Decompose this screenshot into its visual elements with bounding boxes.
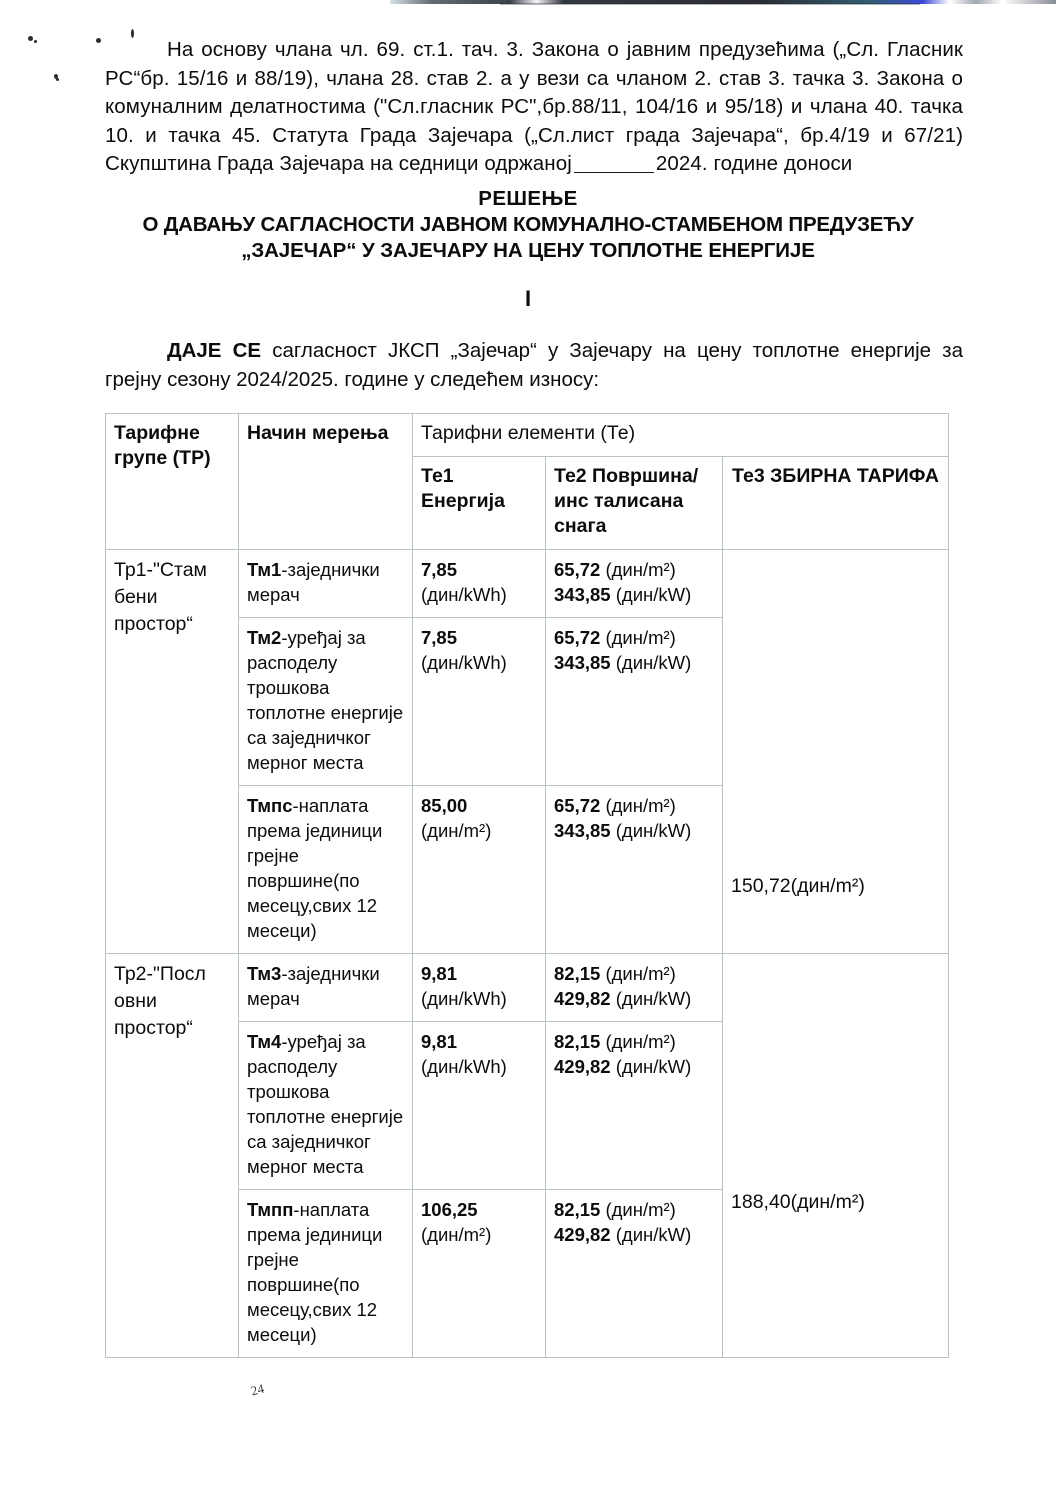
cell-te1 xyxy=(413,1190,546,1358)
cell-te2 xyxy=(546,550,723,618)
header-cell-tariff-groups xyxy=(106,414,239,550)
cell-measurement-method xyxy=(239,786,413,954)
measurement-code: Тм4 xyxy=(247,1031,282,1052)
header-label-te1: Те1 Енергија xyxy=(421,465,505,512)
preamble-tail-text: 2024. године доноси xyxy=(655,152,853,175)
scan-speck xyxy=(96,38,101,43)
header-label-measurement-method: Начин мерења xyxy=(247,422,389,444)
document-title xyxy=(0,186,1056,264)
cell-te1 xyxy=(413,1022,546,1190)
header-label-te2: Те2 Површина/инс талисана снага xyxy=(554,465,699,537)
header-cell-te2 xyxy=(546,457,723,550)
te1-unit: (дин/kWh) xyxy=(421,584,507,605)
cell-te1 xyxy=(413,786,546,954)
te2-power-unit: (дин/kW) xyxy=(615,584,692,605)
measurement-code: Тм1 xyxy=(247,559,282,580)
cell-measurement-method xyxy=(239,1190,413,1358)
cell-te2 xyxy=(546,1190,723,1358)
measurement-description: -наплата према јединици грејне површине(по месецу,свих 12 месеци) xyxy=(247,795,383,941)
te2-area-unit: (дин/m²) xyxy=(605,1031,676,1052)
cell-te1 xyxy=(413,618,546,786)
te1-value: 9,81 xyxy=(421,1031,458,1052)
te2-power-unit: (дин/kW) xyxy=(615,1224,692,1245)
te2-area-value: 82,15 xyxy=(554,963,601,984)
cell-tariff-group: Тр1-"Стам бени простор“ xyxy=(106,550,239,954)
te3-total-value: 188,40(дин/m²) xyxy=(731,1191,865,1213)
intro-text: сагласност ЈКСП „Зајечар“ у Зајечару на цену топлотне енергије за грејну сезону 2024/2025. године у следећем износу: xyxy=(105,339,963,391)
cell-te2 xyxy=(546,1022,723,1190)
title-line-1: РЕШЕЊЕ xyxy=(478,187,578,210)
te2-power-unit: (дин/kW) xyxy=(615,652,692,673)
te2-area-value: 82,15 xyxy=(554,1031,601,1052)
header-cell-te1 xyxy=(413,457,546,550)
section-numeral: I xyxy=(524,286,532,311)
te2-area-unit: (дин/m²) xyxy=(605,559,676,580)
header-cell-te3 xyxy=(723,457,949,550)
te1-unit: (дин/kWh) xyxy=(421,988,507,1009)
te2-power-value: 429,82 xyxy=(554,988,611,1009)
cell-te3-total xyxy=(723,954,949,1358)
te1-value: 9,81 xyxy=(421,963,458,984)
te1-unit: (дин/m²) xyxy=(421,1224,492,1245)
scan-speck xyxy=(34,40,37,43)
preamble-text: На основу члана чл. 69. ст.1. тач. 3. Закона о јавним предузећима („Сл. Гласник РС“бр. 15/16 и 88/19), члана 28. став 2. а у вези са чланом 2. став 3. тачка 3. Закона о комуналним делатностима ("Сл.гласник РС",бр.88/11, 104/16 и 95/18) и члана 40. тачка 10. и тачка 45. Статута Града Зајечара („Сл.лист града Зајечара“, бр.4/19 и 67/21) Скупштина Града Зајечара на седници одржаној xyxy=(105,38,963,175)
te2-power-unit: (дин/kW) xyxy=(615,1056,692,1077)
te1-value: 7,85 xyxy=(421,559,458,580)
header-label-te3: Те3 ЗБИРНА ТАРИФА xyxy=(732,465,939,487)
te1-value: 7,85 xyxy=(421,627,458,648)
preamble-paragraph xyxy=(105,36,963,179)
te1-value: 85,00 xyxy=(421,795,468,816)
measurement-description: -заједнички мерач xyxy=(247,963,380,1009)
intro-emphasis: ДАЈЕ СЕ xyxy=(167,339,262,362)
te2-power-value: 343,85 xyxy=(554,652,611,673)
te2-area-value: 82,15 xyxy=(554,1199,601,1220)
title-line-3: „ЗАЈЕЧАР“ У ЗАЈЕЧАРУ НА ЦЕНУ ТОПЛОТНЕ ЕНЕРГИЈЕ xyxy=(241,239,815,262)
intro-paragraph xyxy=(105,336,963,394)
te1-unit: (дин/m²) xyxy=(421,820,492,841)
te2-area-unit: (дин/m²) xyxy=(605,1199,676,1220)
cell-measurement-method xyxy=(239,954,413,1022)
cell-tariff-group: Тр2-"Посл овни простор“ xyxy=(106,954,239,1358)
te2-area-value: 65,72 xyxy=(554,559,601,580)
cell-te1 xyxy=(413,954,546,1022)
te2-power-value: 429,82 xyxy=(554,1056,611,1077)
measurement-code: Тмпс xyxy=(247,795,293,816)
scan-artifact-top-bar-secondary xyxy=(500,3,920,5)
tariff-table xyxy=(105,413,949,1358)
te2-power-value: 343,85 xyxy=(554,820,611,841)
title-line-2: О ДАВАЊУ САГЛАСНОСТИ ЈАВНОМ КОМУНАЛНО-СТАМБЕНОМ ПРЕДУЗЕЋУ xyxy=(142,213,914,236)
measurement-code: Тм2 xyxy=(247,627,282,648)
table-header-row-top xyxy=(106,414,949,457)
te1-value: 106,25 xyxy=(421,1199,478,1220)
table-row xyxy=(106,954,949,1022)
te2-area-value: 65,72 xyxy=(554,795,601,816)
measurement-description: -уређај за расподелу трошкова топлотне енергије са заједничког мерног места xyxy=(247,1031,404,1177)
header-cell-tariff-elements: Тарифни елементи (Те) xyxy=(413,414,949,457)
cell-measurement-method xyxy=(239,1022,413,1190)
scan-speck xyxy=(56,78,59,81)
cell-te2 xyxy=(546,954,723,1022)
measurement-description: -наплата према јединици грејне површине(по месецу,свих 12 месеци) xyxy=(247,1199,383,1345)
measurement-code: Тм3 xyxy=(247,963,282,984)
header-cell-measurement-method xyxy=(239,414,413,550)
te2-power-unit: (дин/kW) xyxy=(615,988,692,1009)
measurement-description: -заједнички мерач xyxy=(247,559,380,605)
measurement-description: -уређај за расподелу трошкова топлотне енергије са заједничког мерног места xyxy=(247,627,404,773)
cell-te1 xyxy=(413,550,546,618)
stray-ink-mark: 24 xyxy=(249,1380,266,1399)
te1-unit: (дин/kWh) xyxy=(421,652,507,673)
header-label-tariff-groups: Тарифне групе (ТР) xyxy=(114,422,211,469)
date-blank-line xyxy=(574,172,654,173)
te2-area-unit: (дин/m²) xyxy=(605,963,676,984)
te1-unit: (дин/kWh) xyxy=(421,1056,507,1077)
te2-area-unit: (дин/m²) xyxy=(605,627,676,648)
te3-total-value: 150,72(дин/m²) xyxy=(731,875,865,897)
table-row xyxy=(106,550,949,618)
cell-te2 xyxy=(546,786,723,954)
cell-measurement-method xyxy=(239,618,413,786)
cell-measurement-method xyxy=(239,550,413,618)
cell-te3-total xyxy=(723,550,949,954)
te2-power-value: 429,82 xyxy=(554,1224,611,1245)
te2-power-value: 343,85 xyxy=(554,584,611,605)
scan-speck xyxy=(28,36,33,41)
te2-area-value: 65,72 xyxy=(554,627,601,648)
te2-power-unit: (дин/kW) xyxy=(615,820,692,841)
te2-area-unit: (дин/m²) xyxy=(605,795,676,816)
measurement-code: Тмпп xyxy=(247,1199,294,1220)
cell-te2 xyxy=(546,618,723,786)
